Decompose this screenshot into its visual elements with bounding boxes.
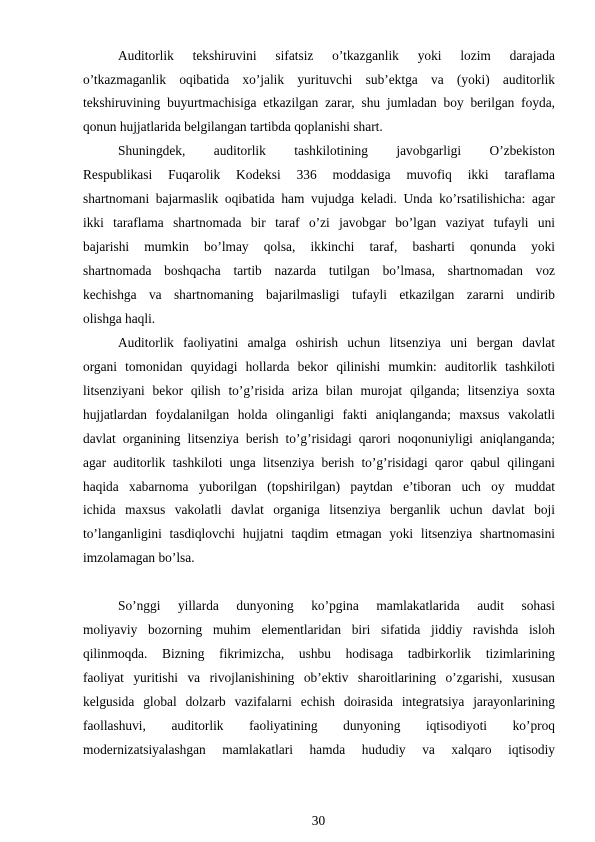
text-line: qilinmoqda. Bizning fikrimizcha, ushbu hodisaga tadbirkorlik tizimlarining	[83, 646, 555, 661]
text-line: ichida maxsus vakolatli davlat organiga litsenziya berganlik uchun davlat boji	[83, 502, 555, 517]
text-line: ikki taraflama shartnomada bir taraf o’zi javobgar bo’lgan vaziyat tufayli uni	[83, 215, 555, 230]
text-line: organi tomonidan quyidagi hollarda bekor qilinishi mumkin: auditorlik tashkiloti	[83, 359, 555, 374]
text-line: shartnomada boshqacha tartib nazarda tutilgan bo’lmasa, shartnomadan voz	[83, 263, 555, 278]
text-line: agar auditorlik tashkiloti unga litsenziya berish to’g’risidagi qaror qabul qilingani	[83, 455, 555, 470]
text-line: litsenziyani bekor qilish to’g’risida ariza bilan murojat qilganda; litsenziya soxta	[83, 383, 555, 398]
page-number: 30	[311, 813, 326, 828]
text-line: Auditorlik tekshiruvini sifatsiz o’tkazganlik yoki lozim darajada	[118, 48, 555, 63]
text-line: to’langanligini tasdiqlovchi hujjatni taqdim etmagan yoki litsenziya shartnomasini	[83, 526, 555, 541]
text-line: Auditorlik faoliyatini amalga oshirish uchun litsenziya uni bergan davlat	[118, 335, 555, 350]
text-line: olishga haqli.	[83, 311, 156, 326]
text-line: tekshiruvining buyurtmachisiga etkazilgan zarar, shu jumladan boy berilgan foyda,	[83, 95, 555, 110]
text-line: So’nggi yillarda dunyoning ko’pgina mamlakatlarida audit sohasi	[118, 598, 555, 613]
text-line: modernizatsiyalashgan mamlakatlari hamda hududiy va xalqaro iqtisodiy	[83, 742, 555, 757]
text-line: faoliyat yuritishi va rivojlanishining ob’ektiv sharoitlarining o’zgarishi, xususan	[83, 670, 555, 685]
text-line: kechishga va shartnomaning bajarilmasligi tufayli etkazilgan zararni undirib	[83, 287, 555, 302]
text-line: Shuningdek, auditorlik tashkilotining javobgarligi O’zbekiston	[118, 143, 555, 158]
text-line: bajarishi mumkin bo’lmay qolsa, ikkinchi taraf, basharti qonunda yoki	[83, 239, 555, 254]
text-line: moliyaviy bozorning muhim elementlaridan biri sifatida jiddiy ravishda isloh	[83, 622, 555, 637]
text-line: shartnomani bajarmaslik oqibatida ham vujudga keladi. Unda ko’rsatilishicha: agar	[83, 191, 555, 206]
text-line: haqida xabarnoma yuborilgan (topshirilgan) paytdan e’tiboran uch oy muddat	[83, 479, 555, 494]
text-line: imzolamagan bo’lsa.	[83, 550, 195, 565]
text-line: Respublikasi Fuqarolik Kodeksi 336 moddasiga muvofiq ikki taraflama	[83, 167, 555, 182]
text-line: hujjatlardan foydalanilgan holda olinganligi fakti aniqlanganda; maxsus vakolatli	[83, 407, 555, 422]
text-line: o’tkazmaganlik oqibatida xo’jalik yurituvchi sub’ektga va (yoki) auditorlik	[83, 72, 555, 87]
text-line: davlat organining litsenziya berish to’g’risidagi qarori noqonuniyligi aniqlanganda;	[83, 431, 555, 446]
text-line: qonun hujjatlarida belgilangan tartibda qoplanishi shart.	[83, 119, 383, 134]
text-line: faollashuvi, auditorlik faoliyatining dunyoning iqtisodiyoti ko’proq	[83, 718, 555, 733]
text-line: kelgusida global dolzarb vazifalarni echish doirasida integratsiya jarayonlarining	[83, 694, 555, 709]
